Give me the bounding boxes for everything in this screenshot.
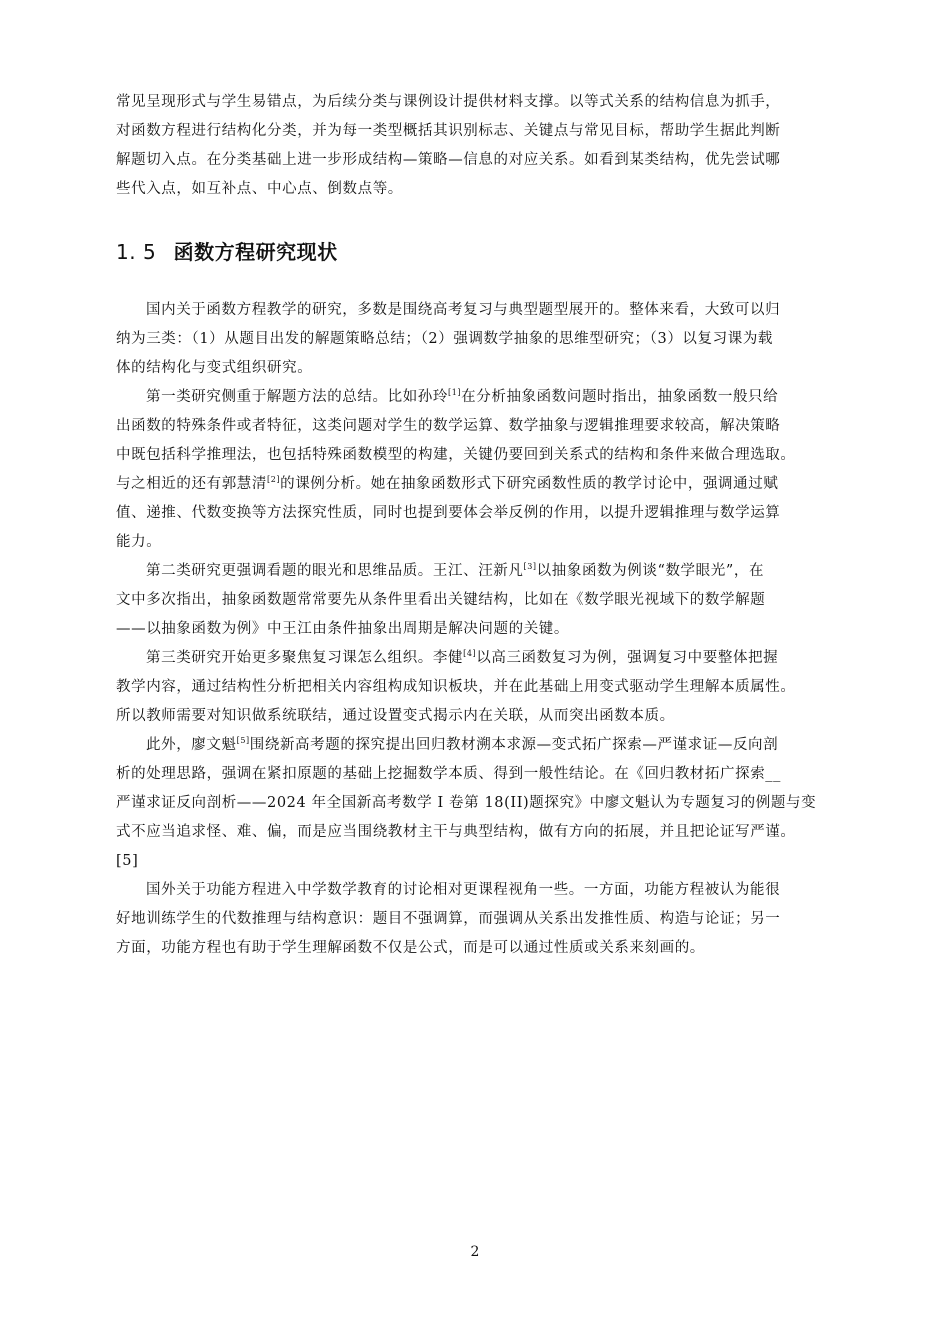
section-number: 1. 5 bbox=[116, 240, 157, 264]
text-segment: 值、递推、代数变换等方法探究性质，同时也提到要体会举反例的作用，以提升逻辑推理与数学运算 bbox=[116, 505, 781, 521]
citation-marker: [1] bbox=[448, 388, 462, 397]
text-line bbox=[116, 528, 858, 557]
text-segment: 析的处理思路，强调在紧扣原题的基础上挖掘数学本质、得到一般性结论。在《回归教材拓广探索__ bbox=[116, 766, 781, 782]
text-segment: 教学内容，通过结构性分析把相关内容组构成知识板块，并在此基础上用变式驱动学生理解本质属性。 bbox=[116, 679, 796, 695]
paragraph bbox=[116, 383, 858, 557]
text-line bbox=[116, 673, 858, 702]
text-segment: 以高三函数复习为例，强调复习中要整体把握 bbox=[476, 650, 779, 666]
text-segment: 此外，廖文魁 bbox=[146, 737, 237, 753]
text-segment: 第一类研究侧重于解题方法的总结。比如孙玲 bbox=[146, 389, 448, 405]
text-segment: ——以抽象函数为例》中王江由条件抽象出周期是解决问题的关键。 bbox=[116, 621, 569, 637]
text-line: 常见呈现形式与学生易错点，为后续分类与课例设计提供材料支撑。以等式关系的结构信息为抓手， bbox=[116, 94, 781, 110]
page-number: 2 bbox=[470, 1244, 480, 1260]
text-segment: 在分析抽象函数问题时指出，抽象函数一般只给 bbox=[461, 389, 779, 405]
text-line bbox=[116, 847, 858, 876]
text-line: 对函数方程进行结构化分类，并为每一类型概括其识别标志、关键点与常见目标，帮助学生据此判断 bbox=[116, 123, 781, 139]
text-line: 些代入点，如互补点、中心点、倒数点等。 bbox=[116, 181, 403, 197]
citation-marker: [5] bbox=[236, 736, 250, 745]
text-line bbox=[116, 789, 858, 818]
text-line bbox=[116, 760, 858, 789]
paragraph bbox=[116, 644, 858, 731]
text-segment: 国内关于函数方程教学的研究，多数是围绕高考复习与典型题型展开的。整体来看，大致可以归 bbox=[146, 302, 781, 318]
text-line bbox=[116, 818, 858, 847]
text-line bbox=[116, 586, 858, 615]
text-segment: 纳为三类：（1）从题目出发的解题策略总结；（2）强调数学抽象的思维型研究；（3）以复习课为载 bbox=[116, 331, 774, 347]
text-segment: 中既包括科学推理法，也包括特殊函数模型的构建，关键仍要回到关系式的结构和条件来做合理选取。 bbox=[116, 447, 796, 463]
intro-paragraph bbox=[116, 88, 858, 204]
text-segment: 严谨求证反向剖析——2024 年全国新高考数学 I 卷第 18(II)题探究》中廖文魁认为专题复习的例题与变 bbox=[116, 795, 817, 811]
text-segment: 能力。 bbox=[116, 534, 162, 550]
text-segment: 所以教师需要对知识做系统联结，通过设置变式揭示内在关联，从而突出函数本质。 bbox=[116, 708, 675, 724]
paragraph bbox=[116, 296, 858, 383]
text-segment: 式不应当追求怪、难、偏，而是应当围绕教材主干与典型结构，做有方向的拓展，并且把论证写严谨。 bbox=[116, 824, 796, 840]
page-body bbox=[116, 88, 858, 963]
text-segment: 的课例分析。她在抽象函数形式下研究函数性质的教学讨论中，强调通过赋 bbox=[280, 476, 779, 492]
text-line bbox=[116, 644, 858, 673]
paragraph bbox=[116, 557, 858, 644]
paragraph bbox=[116, 731, 858, 876]
text-line bbox=[116, 296, 858, 325]
text-line bbox=[116, 731, 858, 760]
text-segment: 与之相近的还有郭慧清 bbox=[116, 476, 267, 492]
text-segment: 文中多次指出，抽象函数题常常要先从条件里看出关键结构，比如在《数学眼光视域下的数学解题 bbox=[116, 592, 766, 608]
text-segment: 出函数的特殊条件或者特征，这类问题对学生的数学运算、数学抽象与逻辑推理要求较高，解决策略 bbox=[116, 418, 781, 434]
text-segment: 以抽象函数为例谈“数学眼光”，在 bbox=[536, 563, 765, 579]
citation-marker: [2] bbox=[267, 475, 281, 484]
text-line bbox=[116, 934, 858, 963]
text-line bbox=[116, 441, 858, 470]
text-segment: 围绕新高考题的探究提出回归教材溯本求源—变式拓广探索—严谨求证—反向剖 bbox=[249, 737, 779, 753]
text-segment: 方面，功能方程也有助于学生理解函数不仅是公式，而是可以通过性质或关系来刻画的。 bbox=[116, 940, 705, 956]
body-paragraphs bbox=[116, 296, 858, 963]
citation-marker: [4] bbox=[463, 649, 477, 658]
section-title: 函数方程研究现状 bbox=[173, 240, 338, 264]
text-segment: 体的结构化与变式组织研究。 bbox=[116, 360, 313, 376]
text-segment: 好地训练学生的代数推理与结构意识：题目不强调算，而强调从关系出发推性质、构造与论证；另一 bbox=[116, 911, 781, 927]
citation-marker: [3] bbox=[523, 562, 537, 571]
text-line bbox=[116, 412, 858, 441]
text-line bbox=[116, 876, 858, 905]
text-segment: 国外关于功能方程进入中学数学教育的讨论相对更课程视角一些。一方面，功能方程被认为能很 bbox=[146, 882, 781, 898]
text-line bbox=[116, 354, 858, 383]
text-line bbox=[116, 470, 858, 499]
text-line bbox=[116, 383, 858, 412]
text-segment: 第三类研究开始更多聚焦复习课怎么组织。李健 bbox=[146, 650, 464, 666]
text-line: 解题切入点。在分类基础上进一步形成结构—策略—信息的对应关系。如看到某类结构，优先尝试哪 bbox=[116, 152, 781, 168]
section-heading bbox=[116, 238, 858, 266]
text-line bbox=[116, 499, 858, 528]
paragraph bbox=[116, 876, 858, 963]
text-line bbox=[116, 702, 858, 731]
text-segment: 第二类研究更强调看题的眼光和思维品质。王江、汪新凡 bbox=[146, 563, 524, 579]
text-line bbox=[116, 615, 858, 644]
text-line bbox=[116, 905, 858, 934]
text-segment: [5] bbox=[116, 853, 139, 869]
text-line bbox=[116, 325, 858, 354]
text-line bbox=[116, 557, 858, 586]
